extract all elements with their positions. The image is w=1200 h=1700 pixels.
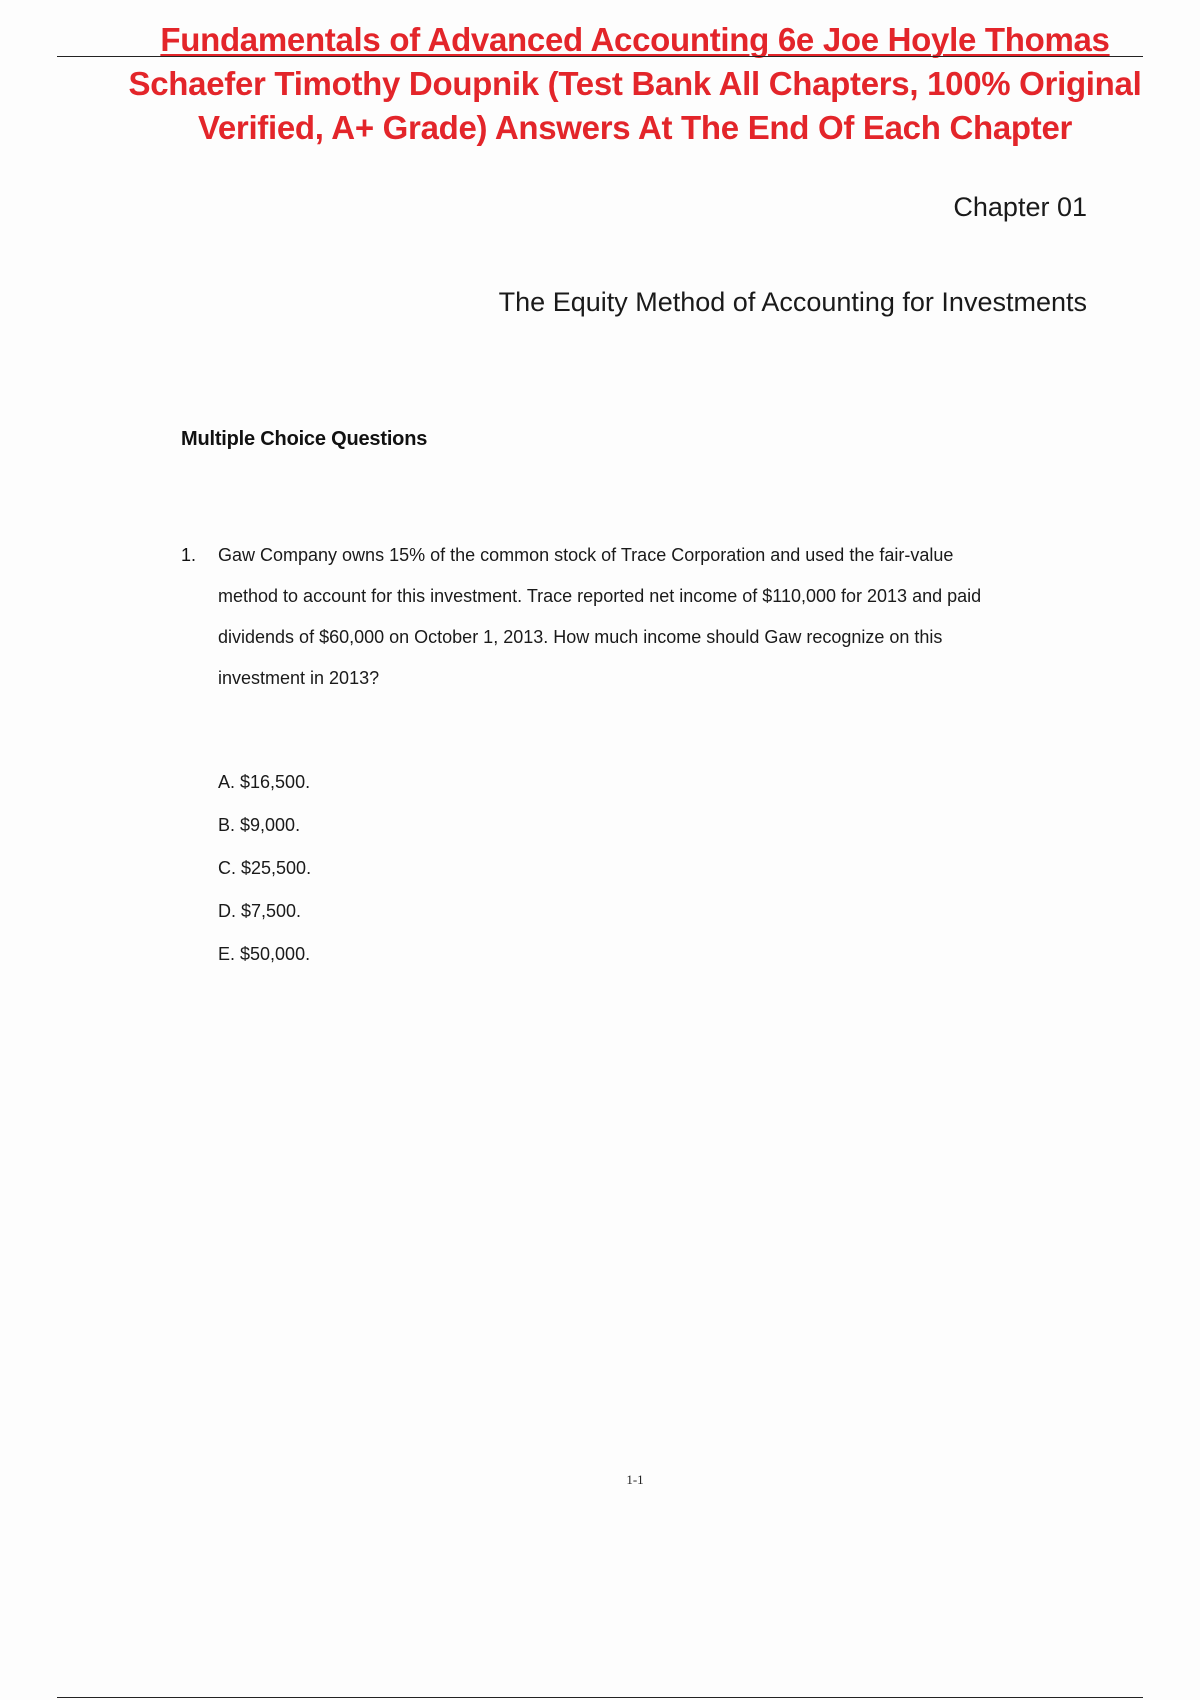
section-heading: Multiple Choice Questions [181, 428, 428, 450]
question-text-line: dividends of $60,000 on October 1, 2013. How much income should Gaw recognize on this [218, 627, 943, 647]
answer-option-c: C. $25,500. [218, 858, 312, 878]
title-line: Fundamentals of Advanced Accounting 6e Joe Hoyle Thomas [160, 21, 1110, 58]
header-divider [57, 56, 1143, 57]
question-text [218, 535, 1058, 699]
page-number: 1-1 [626, 1472, 644, 1487]
title-line: Verified, A+ Grade) Answers At The End Of Each Chapter [197, 109, 1073, 146]
question-text-line: Gaw Company owns 15% of the common stock of Trace Corporation and used the fair-value [218, 545, 954, 565]
answer-option-a: A. $16,500. [218, 772, 311, 792]
footer-divider [57, 1697, 1143, 1698]
question-text-line: investment in 2013? [218, 668, 380, 688]
document-title [60, 18, 1200, 150]
question-number: 1. [181, 545, 197, 565]
chapter-number: Chapter 01 [953, 192, 1087, 222]
chapter-title: The Equity Method of Accounting for Investments [498, 287, 1087, 317]
answer-option-b: B. $9,000. [218, 815, 301, 835]
question-text-line: method to account for this investment. Trace reported net income of $110,000 for 2013 and paid [218, 586, 982, 606]
answer-options [218, 764, 311, 979]
answer-option-e: E. $50,000. [218, 944, 311, 964]
answer-option-d: D. $7,500. [218, 901, 302, 921]
title-line: Schaefer Timothy Doupnik (Test Bank All Chapters, 100% Original [128, 65, 1142, 102]
